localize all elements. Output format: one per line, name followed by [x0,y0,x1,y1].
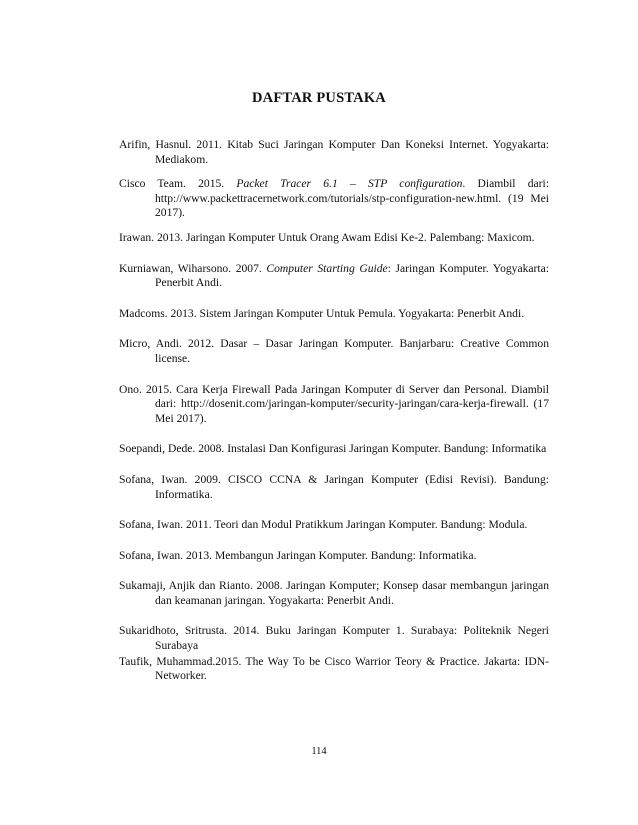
reference-text: Micro, Andi. 2012. Dasar – Dasar Jaringan Komputer. Banjarbaru: Creative Common license. [119,337,549,365]
reference-title-italic: Packet Tracer 6.1 – STP configuration [236,177,463,191]
reference-text: Sofana, Iwan. 2013. Membangun Jaringan Komputer. Bandung: Informatika. [119,548,477,562]
reference-entry [119,442,549,457]
reference-entry [119,624,549,653]
reference-entry [119,383,549,427]
reference-text: Taufik, Muhammad.2015. The Way To be Cisco Warrior Teory & Practice. Jakarta: IDN-Networker. [119,654,549,683]
reference-entry [119,518,549,533]
reference-text-tail: . Diambil dari: http://www.packettracernetwork.com/tutorials/stp-configuration-new.html. (19 Mei 2017). [155,177,549,220]
reference-entry [119,337,549,366]
reference-entry [119,473,549,502]
reference-text: Irawan. 2013. Jaringan Komputer Untuk Orang Awam Edisi Ke-2. Palembang: Maxicom. [119,230,535,244]
reference-entry [119,549,549,564]
reference-text: Sofana, Iwan. 2011. Teori dan Modul Pratikkum Jaringan Komputer. Bandung: Modula. [119,518,528,532]
reference-entry [119,307,549,322]
reference-text: Ono. 2015. Cara Kerja Firewall Pada Jaringan Komputer di Server dan Personal. Diambil dari: http://dosenit.com/jaringan-komputer/security-jaringan/cara-kerja-firewall. (17 Mei 2017). [119,382,549,425]
reference-title-italic: Computer Starting Guide [266,261,388,275]
reference-text: Sofana, Iwan. 2009. CISCO CCNA & Jaringan Komputer (Edisi Revisi). Bandung: Informatika. [119,472,549,501]
reference-text: Cisco Team. 2015. [119,177,237,191]
reference-text-tail: : Jaringan Komputer. Yogyakarta: Penerbit Andi. [155,261,549,290]
page-title: DAFTAR PUSTAKA [252,90,386,106]
reference-text: Sukamaji, Anjik dan Rianto. 2008. Jaringan Komputer; Konsep dasar membangun jaringan dan keamanan jaringan. Yogyakarta: Penerbit Andi. [119,579,549,607]
reference-entry [119,262,549,291]
page-number: 114 [311,746,327,757]
reference-text: Soepandi, Dede. 2008. Instalasi Dan Konfigurasi Jaringan Komputer. Bandung: Informatika [119,442,547,456]
reference-entry [119,655,549,684]
reference-list [119,138,549,684]
reference-text: Arifin, Hasnul. 2011. Kitab Suci Jaringan Komputer Dan Koneksi Internet. Yogyakarta: Mediakom. [119,138,549,166]
reference-entry [119,177,549,221]
reference-entry [119,231,549,246]
reference-entry [119,579,549,608]
reference-text: Madcoms. 2013. Sistem Jaringan Komputer Untuk Pemula. Yogyakarta: Penerbit Andi. [119,306,525,320]
reference-text: Sukaridhoto, Sritrusta. 2014. Buku Jaringan Komputer 1. Surabaya: Politeknik Negeri Surabaya [119,624,549,653]
reference-entry [119,138,549,167]
reference-text: Kurniawan, Wiharsono. 2007. [119,261,267,275]
